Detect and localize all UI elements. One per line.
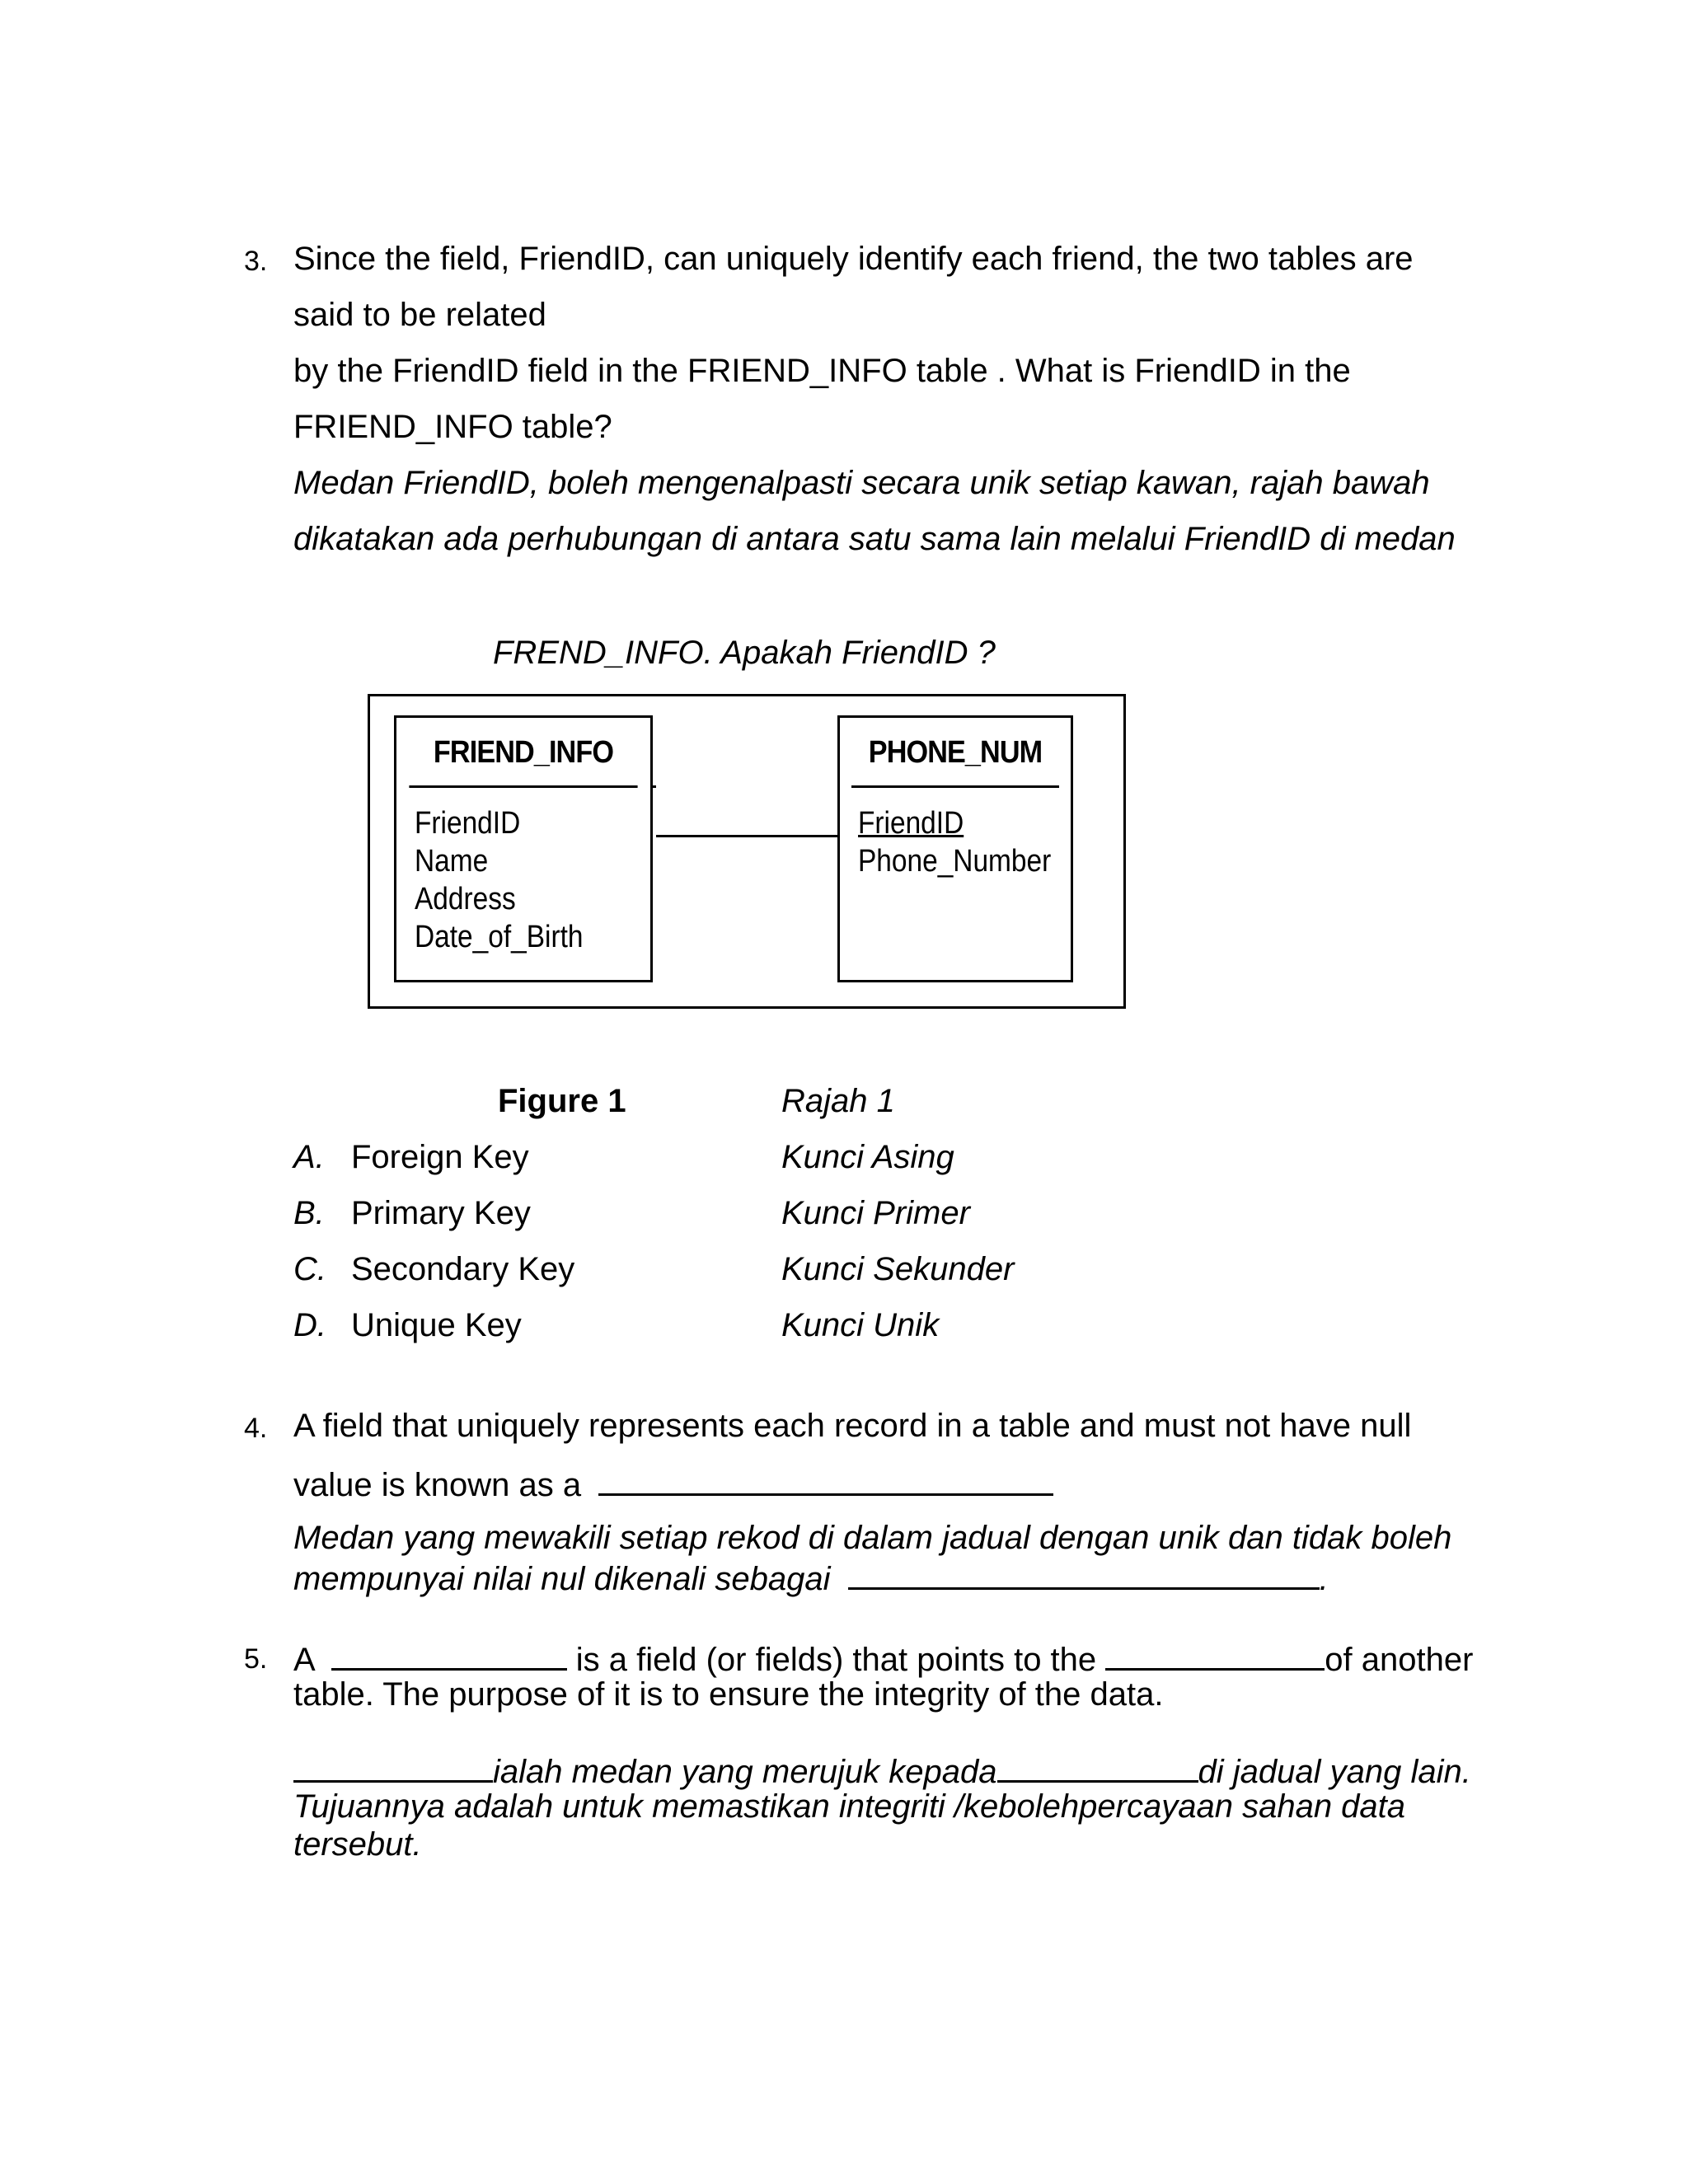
figure-caption-malay: Rajah 1 [781,1083,895,1119]
question-5-blank-2[interactable] [1105,1640,1325,1671]
option-d-text: Unique Key [351,1307,522,1343]
entity-friend-info [394,715,653,982]
field-friendid-foreign: FriendID [858,806,964,841]
question-4-malay-prompt: mempunyai nilai nul dikenali sebagai [293,1561,831,1597]
question-3-text-line-2: said to be related [293,297,546,333]
option-d-malay: Kunci Unik [781,1307,940,1343]
field-phone-number: Phone_Number [858,844,1052,879]
figure-caption: Figure 1 [498,1083,626,1119]
field-friendid: FriendID [415,806,521,841]
question-5-malay-end: di jadual yang lain. [1198,1754,1471,1790]
question-3-text-line-4: FRIEND_INFO table? [293,409,612,445]
question-5-malay-line-3: tersebut. [293,1826,422,1863]
question-4-text-line-1: A field that uniquely represents each record in a table and must not have null [293,1408,1412,1444]
entity-phone-num [837,715,1073,982]
question-3-malay-line-2: dikatakan ada perhubungan di antara satu sama lain melalui FriendID di medan [293,521,1456,557]
field-address: Address [415,882,516,916]
question-5-text-line-1 [293,1640,1473,1676]
option-c-malay: Kunci Sekunder [781,1251,1015,1287]
option-c-letter: C. [293,1251,326,1287]
field-name: Name [415,844,489,879]
question-5-malay-blank-1[interactable] [293,1752,493,1783]
header-divider-tick [651,785,656,788]
question-4-text-line-2 [293,1465,1053,1502]
question-3-number: 3. [244,246,268,277]
entity-friend-info-fields [415,804,583,956]
entity-friend-info-title: FRIEND_INFO [409,718,637,788]
option-b-text: Primary Key [351,1195,531,1231]
option-a-text: Foreign Key [351,1139,529,1175]
question-5-malay-line-2: Tujuannya adalah untuk memastikan integriti /kebolehpercayaan sahan data [293,1788,1406,1825]
entity-phone-num-title: PHONE_NUM [851,718,1059,788]
question-5-malay-blank-2[interactable] [997,1752,1198,1783]
question-3-text-line-1: Since the field, FriendID, can uniquely identify each friend, the two tables are [293,241,1414,277]
option-c-text: Secondary Key [351,1251,575,1287]
option-b-malay: Kunci Primer [781,1195,970,1231]
question-5-end: of another [1325,1642,1474,1678]
question-5-text-line-2: table. The purpose of it is to ensure the integrity of the data. [293,1676,1164,1713]
question-3-malay-line-3: FREND_INFO. Apakah FriendID ? [493,635,996,671]
question-5-malay-line-1 [293,1752,1471,1788]
question-3-text-line-3: by the FriendID field in the FRIEND_INFO table . What is FriendID in the [293,353,1351,389]
question-4-malay-line-2 [293,1559,1329,1596]
relationship-line [656,835,837,837]
question-5-number: 5. [244,1643,268,1675]
question-4-malay-line-1: Medan yang mewakili setiap rekod di dalam jadual dengan unik dan tidak boleh [293,1520,1452,1556]
option-d-letter: D. [293,1307,326,1343]
question-4-malay-period: . [1319,1561,1329,1597]
question-5-malay-middle: ialah medan yang merujuk kepada [493,1754,997,1790]
question-5-article: A [293,1642,314,1678]
question-4-prompt: value is known as a [293,1467,582,1503]
option-a-letter: A. [293,1139,325,1175]
question-3-malay-line-1: Medan FriendID, boleh mengenalpasti secara unik setiap kawan, rajah bawah [293,465,1430,501]
question-4-answer-blank[interactable] [598,1465,1053,1496]
question-4-number: 4. [244,1413,268,1444]
option-a-malay: Kunci Asing [781,1139,954,1175]
question-4-malay-answer-blank[interactable] [848,1559,1320,1590]
option-b-letter: B. [293,1195,325,1231]
field-date-of-birth: Date_of_Birth [415,920,584,954]
question-5-blank-1[interactable] [331,1640,567,1671]
question-5-middle: is a field (or fields) that points to the [575,1642,1097,1678]
entity-phone-num-fields [858,804,1051,880]
